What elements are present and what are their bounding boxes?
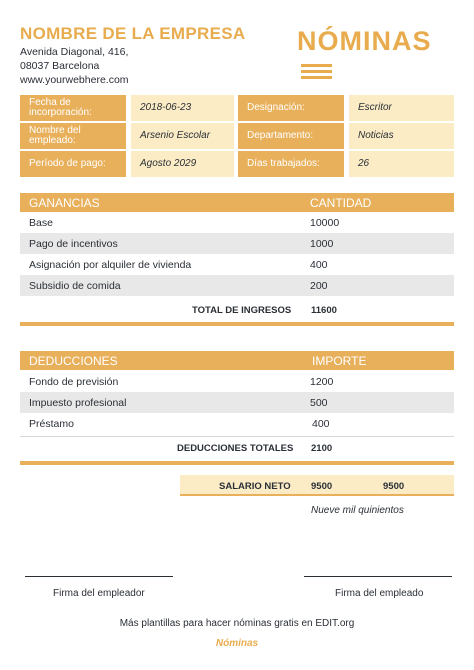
hire-date-value: 2018-06-23 [131,95,234,121]
row-amount: 1000 [310,238,334,250]
row-label: Asignación por alquiler de vivienda [29,259,192,271]
info-row-2 [20,123,454,149]
row-amount: 400 [310,259,328,271]
row-label: Fondo de previsión [29,376,119,388]
earnings-total-value: 11600 [311,305,337,316]
row-amount: 1200 [310,376,334,388]
table-row [20,392,454,413]
company-name: NOMBRE DE LA EMPRESA [20,24,246,43]
row-amount: 200 [310,280,328,292]
table-row [20,212,454,233]
section-divider [20,461,454,465]
row-label: Base [29,217,53,229]
net-salary-box [180,475,454,496]
employee-name-label: Nombre del empleado: [20,123,126,149]
department-label: Departamento: [238,123,344,149]
row-label: Préstamo [29,418,74,430]
employer-signature-label: Firma del empleador [53,588,145,599]
earnings-header [20,193,454,212]
hire-date-label: Fecha de incorporación: [20,95,126,121]
table-row [20,233,454,254]
company-address-line1: Avenida Diagonal, 416, [20,46,129,58]
row-label: Subsidio de comida [29,280,121,292]
earnings-header-amount: CANTIDAD [310,196,372,210]
info-row-3 [20,151,454,177]
earnings-total-label: TOTAL DE INGRESOS [192,305,292,316]
pay-period-value: Agosto 2029 [131,151,234,177]
company-address-line2: 08037 Barcelona [20,60,100,72]
deductions-header-amount: IMPORTE [312,354,367,368]
table-row [20,275,454,296]
row-amount: 400 [312,418,330,430]
days-worked-label: Días trabajados: [238,151,344,177]
designation-value: Escritor [349,95,454,121]
employee-signature-label: Firma del empleado [335,588,424,599]
employee-signature-line [304,576,452,577]
info-row-1 [20,95,454,121]
row-amount: 500 [310,397,328,409]
employee-name-value: Arsenio Escolar [131,123,234,149]
company-website: www.yourwebhere.com [20,74,129,86]
row-label: Impuesto profesional [29,397,127,409]
earnings-header-label: GANANCIAS [29,196,100,210]
row-label: Pago de incentivos [29,238,118,250]
designation-label: Designación: [238,95,344,121]
row-amount: 10000 [310,217,340,229]
row-divider [20,436,454,437]
employer-signature-line [25,576,173,577]
deductions-total-value: 2100 [311,443,333,454]
days-worked-value: 26 [349,151,454,177]
pay-period-label: Período de pago: [20,151,126,177]
deductions-total-label: DEDUCCIONES TOTALES [177,443,294,454]
footer-brand: Nóminas [215,638,259,649]
deductions-header-label: DEDUCCIONES [29,354,118,368]
net-salary-label: SALARIO NETO [219,481,291,492]
net-salary-words: Nueve mil quinientos [311,505,404,516]
department-value: Noticias [349,123,454,149]
table-row [20,371,454,392]
net-salary-amount: 9500 [311,481,333,492]
deductions-header [20,351,454,370]
section-divider [20,322,454,326]
net-salary-amount-repeat: 9500 [383,481,405,492]
document-title: NÓMINAS [297,26,432,56]
table-row [20,254,454,275]
table-row [20,413,454,434]
footer-promo-link[interactable]: Más plantillas para hacer nóminas gratis en EDIT.org [119,618,355,629]
